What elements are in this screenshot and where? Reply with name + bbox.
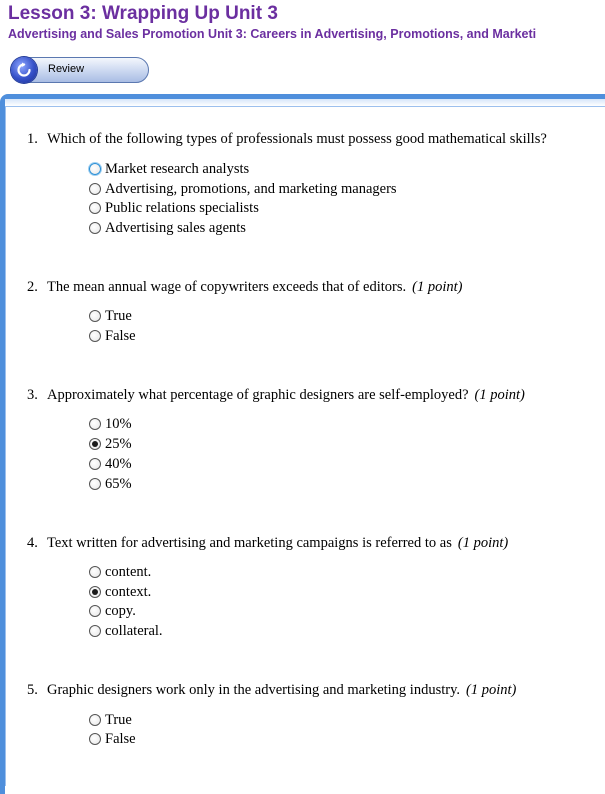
quiz-panel-header [5, 99, 605, 106]
option-label: collateral. [105, 623, 163, 639]
question-points: (1 point) [466, 682, 517, 698]
option-label: Public relations specialists [105, 200, 259, 216]
question-number: 4. [27, 535, 38, 551]
review-button-label: Review [48, 63, 85, 75]
question-text: Graphic designers work only in the advertising and marketing industry. [47, 682, 461, 698]
question-4 [27, 535, 508, 552]
radio-button[interactable] [89, 183, 101, 195]
question-2 [27, 279, 462, 296]
option-label: 25% [105, 436, 132, 452]
radio-button[interactable] [89, 625, 101, 637]
question-number: 3. [27, 387, 38, 403]
question-points: (1 point) [474, 387, 525, 403]
option-label: context. [105, 584, 152, 600]
radio-button[interactable] [89, 163, 101, 175]
question-number: 2. [27, 279, 38, 295]
question-text: Which of the following types of professionals must possess good mathematical skills? [47, 131, 547, 147]
option-label: Advertising sales agents [105, 220, 246, 236]
radio-button[interactable] [89, 330, 101, 342]
radio-button[interactable] [89, 586, 101, 598]
page-subtitle: Advertising and Sales Promotion Unit 3: Careers in Advertising, Promotions, and Marketi [8, 27, 537, 41]
review-button[interactable] [11, 57, 149, 83]
option-label: copy. [105, 603, 136, 619]
option-label: 65% [105, 476, 132, 492]
radio-button[interactable] [89, 202, 101, 214]
option-label: 10% [105, 416, 132, 432]
radio-button[interactable] [89, 605, 101, 617]
question-5 [27, 682, 516, 699]
radio-button[interactable] [89, 478, 101, 490]
question-text: The mean annual wage of copywriters exceeds that of editors. [47, 279, 407, 295]
option-label: Advertising, promotions, and marketing managers [105, 181, 397, 197]
question-text: Text written for advertising and marketing campaigns is referred to as [47, 535, 452, 551]
radio-button[interactable] [89, 733, 101, 745]
option-label: content. [105, 564, 152, 580]
question-3 [27, 387, 525, 404]
radio-button[interactable] [89, 310, 101, 322]
radio-button[interactable] [89, 566, 101, 578]
question-number: 1. [27, 131, 38, 147]
question-number: 5. [27, 682, 38, 698]
radio-button[interactable] [89, 458, 101, 470]
option-label: False [105, 328, 136, 344]
question-text: Approximately what percentage of graphic designers are self-employed? [47, 387, 469, 403]
radio-button[interactable] [89, 418, 101, 430]
option-label: True [105, 712, 132, 728]
question-1 [27, 131, 547, 148]
radio-button[interactable] [89, 714, 101, 726]
radio-button[interactable] [89, 438, 101, 450]
option-label: True [105, 308, 132, 324]
question-points: (1 point) [457, 535, 509, 551]
option-label: False [105, 731, 136, 747]
option-label: 40% [105, 456, 132, 472]
radio-button[interactable] [89, 222, 101, 234]
option-label: Market research analysts [105, 161, 250, 177]
page-title: Lesson 3: Wrapping Up Unit 3 [8, 3, 278, 24]
refresh-icon [11, 57, 37, 83]
question-points: (1 point) [412, 279, 463, 295]
